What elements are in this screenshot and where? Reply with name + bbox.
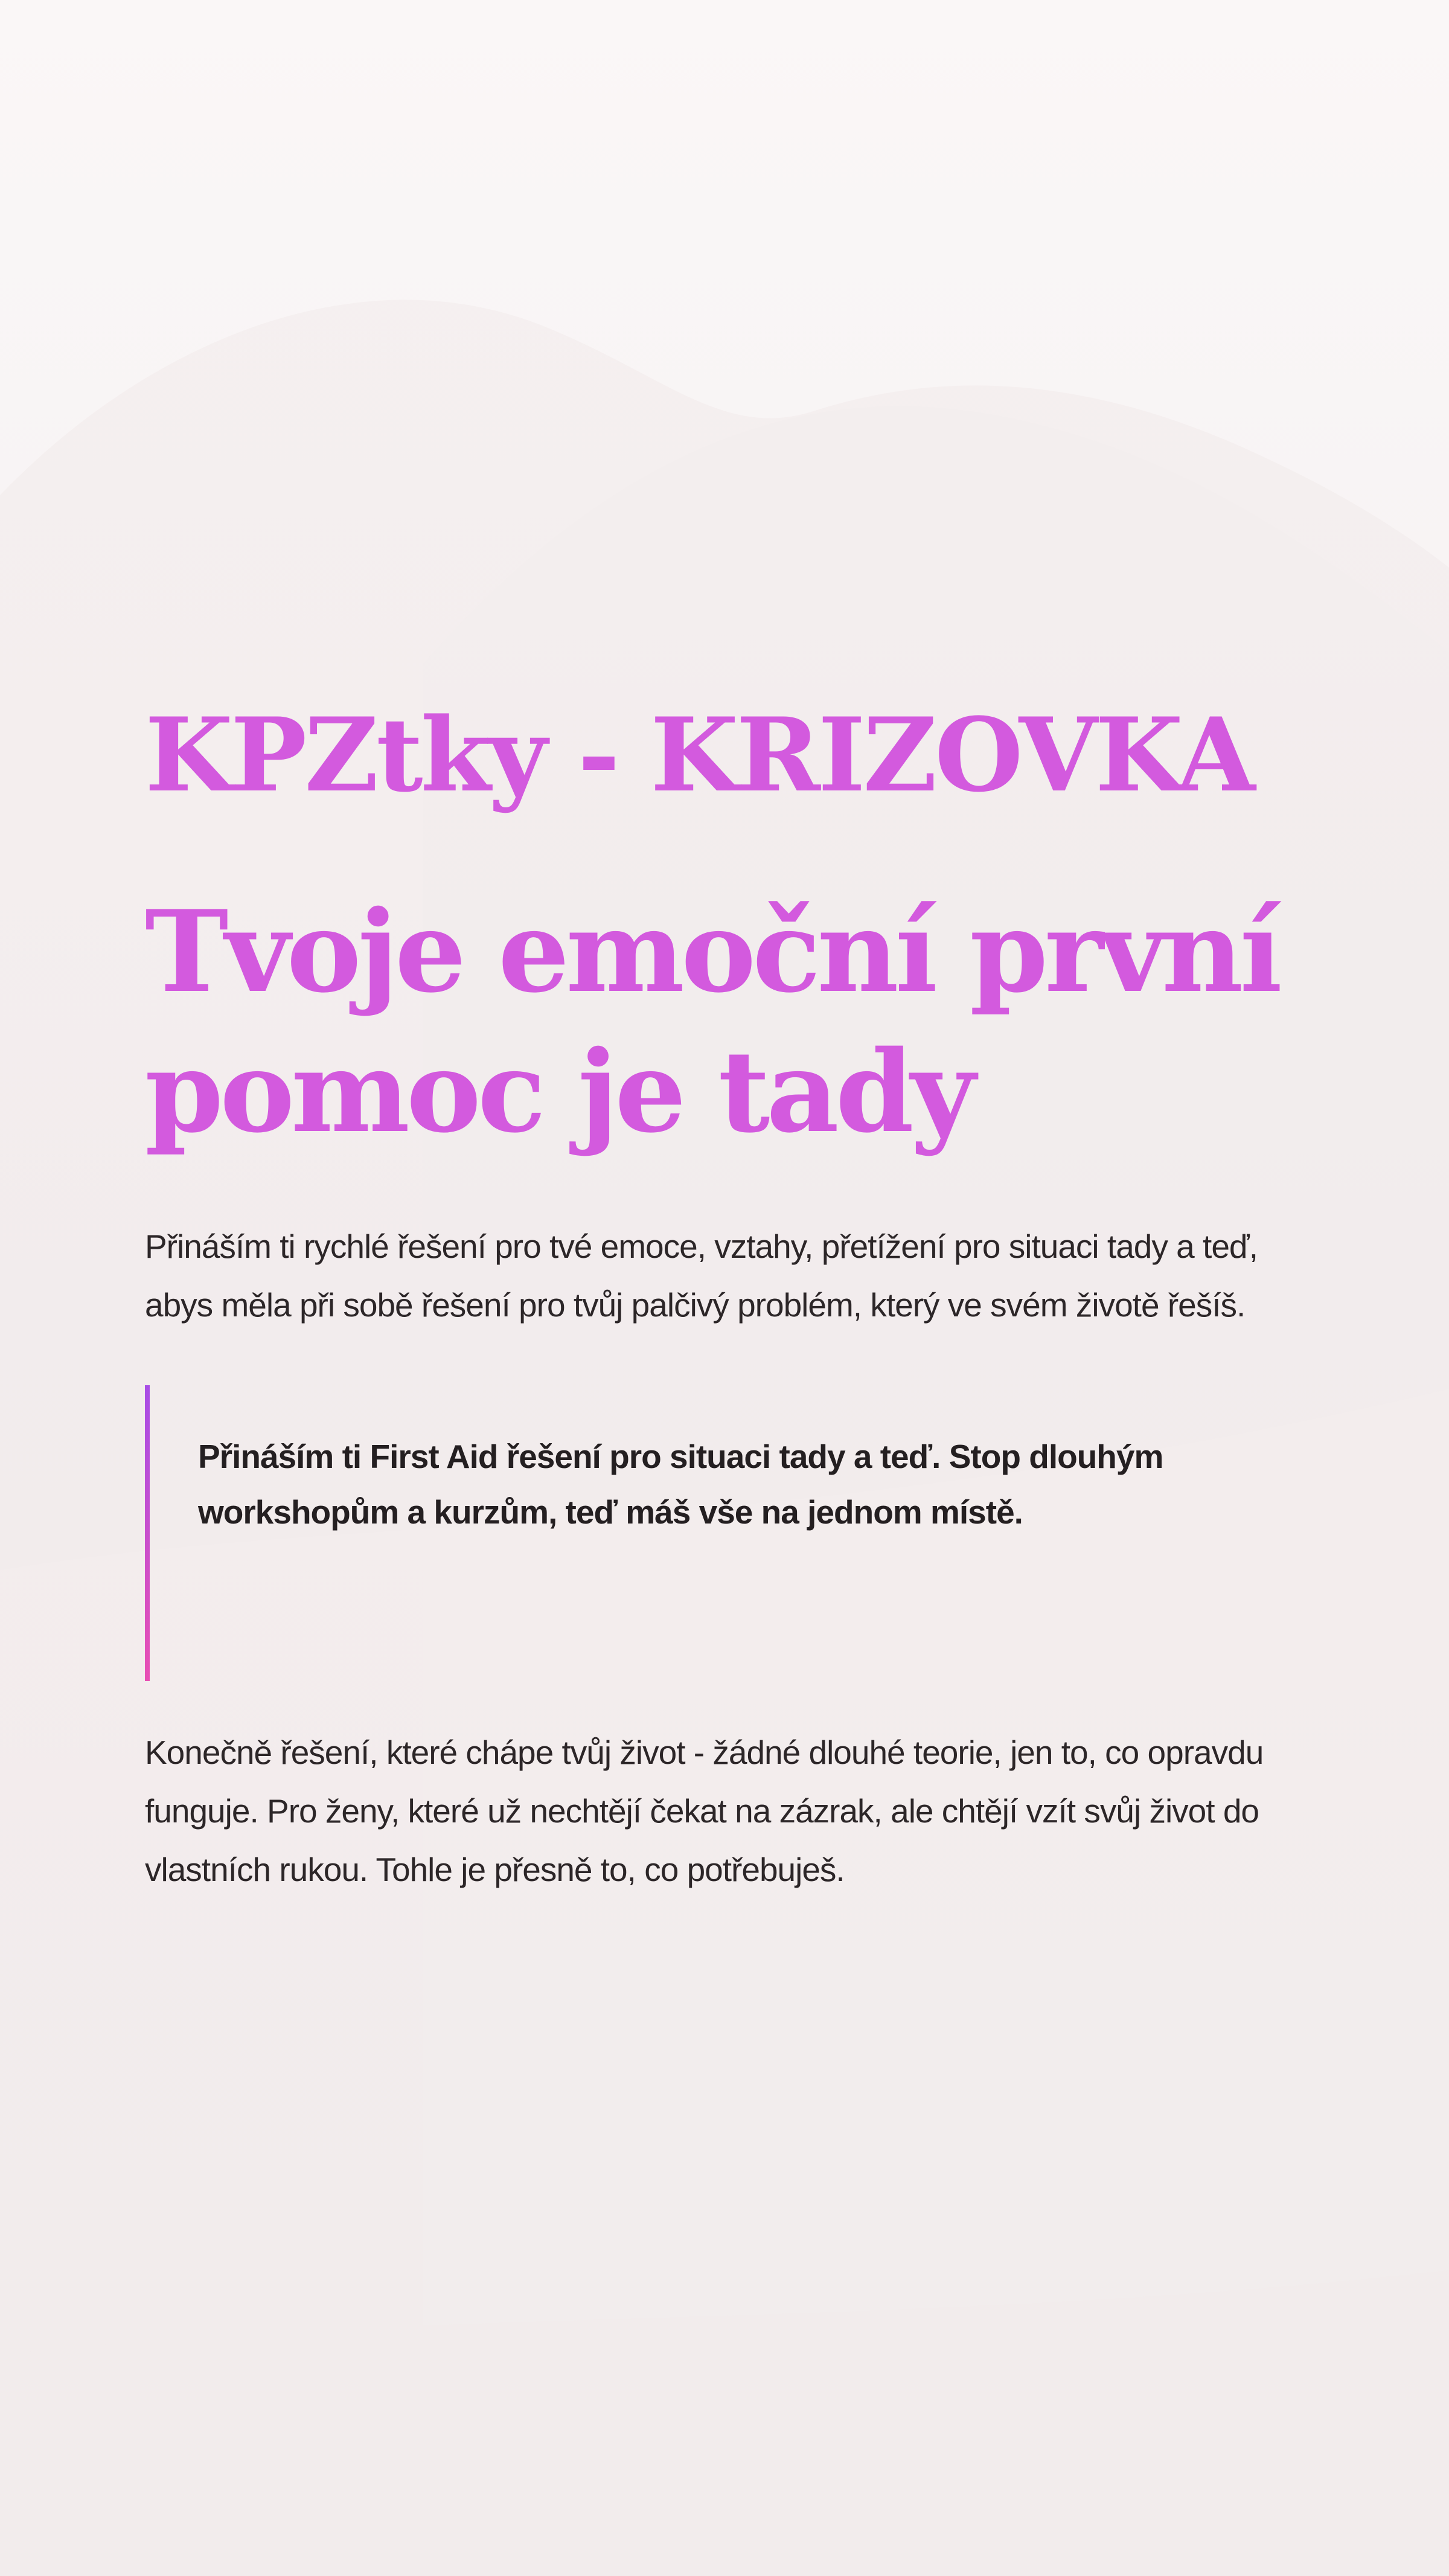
body-line-3: vlastních rukou. Tohle je přesně to, co potřebuješ. [145,1850,845,1888]
body-line-1: Konečně řešení, které chápe tvůj život - žádné dlouhé teorie, jen to, co opravdu [145,1733,1264,1771]
headline-line-2: pomoc je tady [145,1025,972,1158]
body-line-2: funguje. Pro ženy, které už nechtějí čekat na zázrak, ale chtějí vzít svůj život do [145,1792,1259,1830]
hero-headline [145,882,1292,1162]
callout-text [198,1385,1292,1540]
hero-content [145,694,1292,1899]
callout-line-1: Přináším ti First Aid řešení pro situaci tady a teď. Stop dlouhým [198,1437,1163,1475]
callout-accent-bar [145,1385,150,1681]
intro-line-2: abys měla při sobě řešení pro tvůj palčivý problém, který ve svém životě řešíš. [145,1286,1246,1324]
body-paragraph [145,1723,1292,1899]
brand-title: KPZtky - KRIZOVKA [145,695,1253,815]
headline-line-1: Tvoje emoční první [145,885,1279,1017]
intro-paragraph [145,1217,1292,1334]
callout-quote [145,1385,1292,1681]
callout-line-2: workshopům a kurzům, teď máš vše na jednom místě. [198,1493,1023,1531]
intro-line-1: Přináším ti rychlé řešení pro tvé emoce, vztahy, přetížení pro situaci tady a teď, [145,1227,1258,1265]
